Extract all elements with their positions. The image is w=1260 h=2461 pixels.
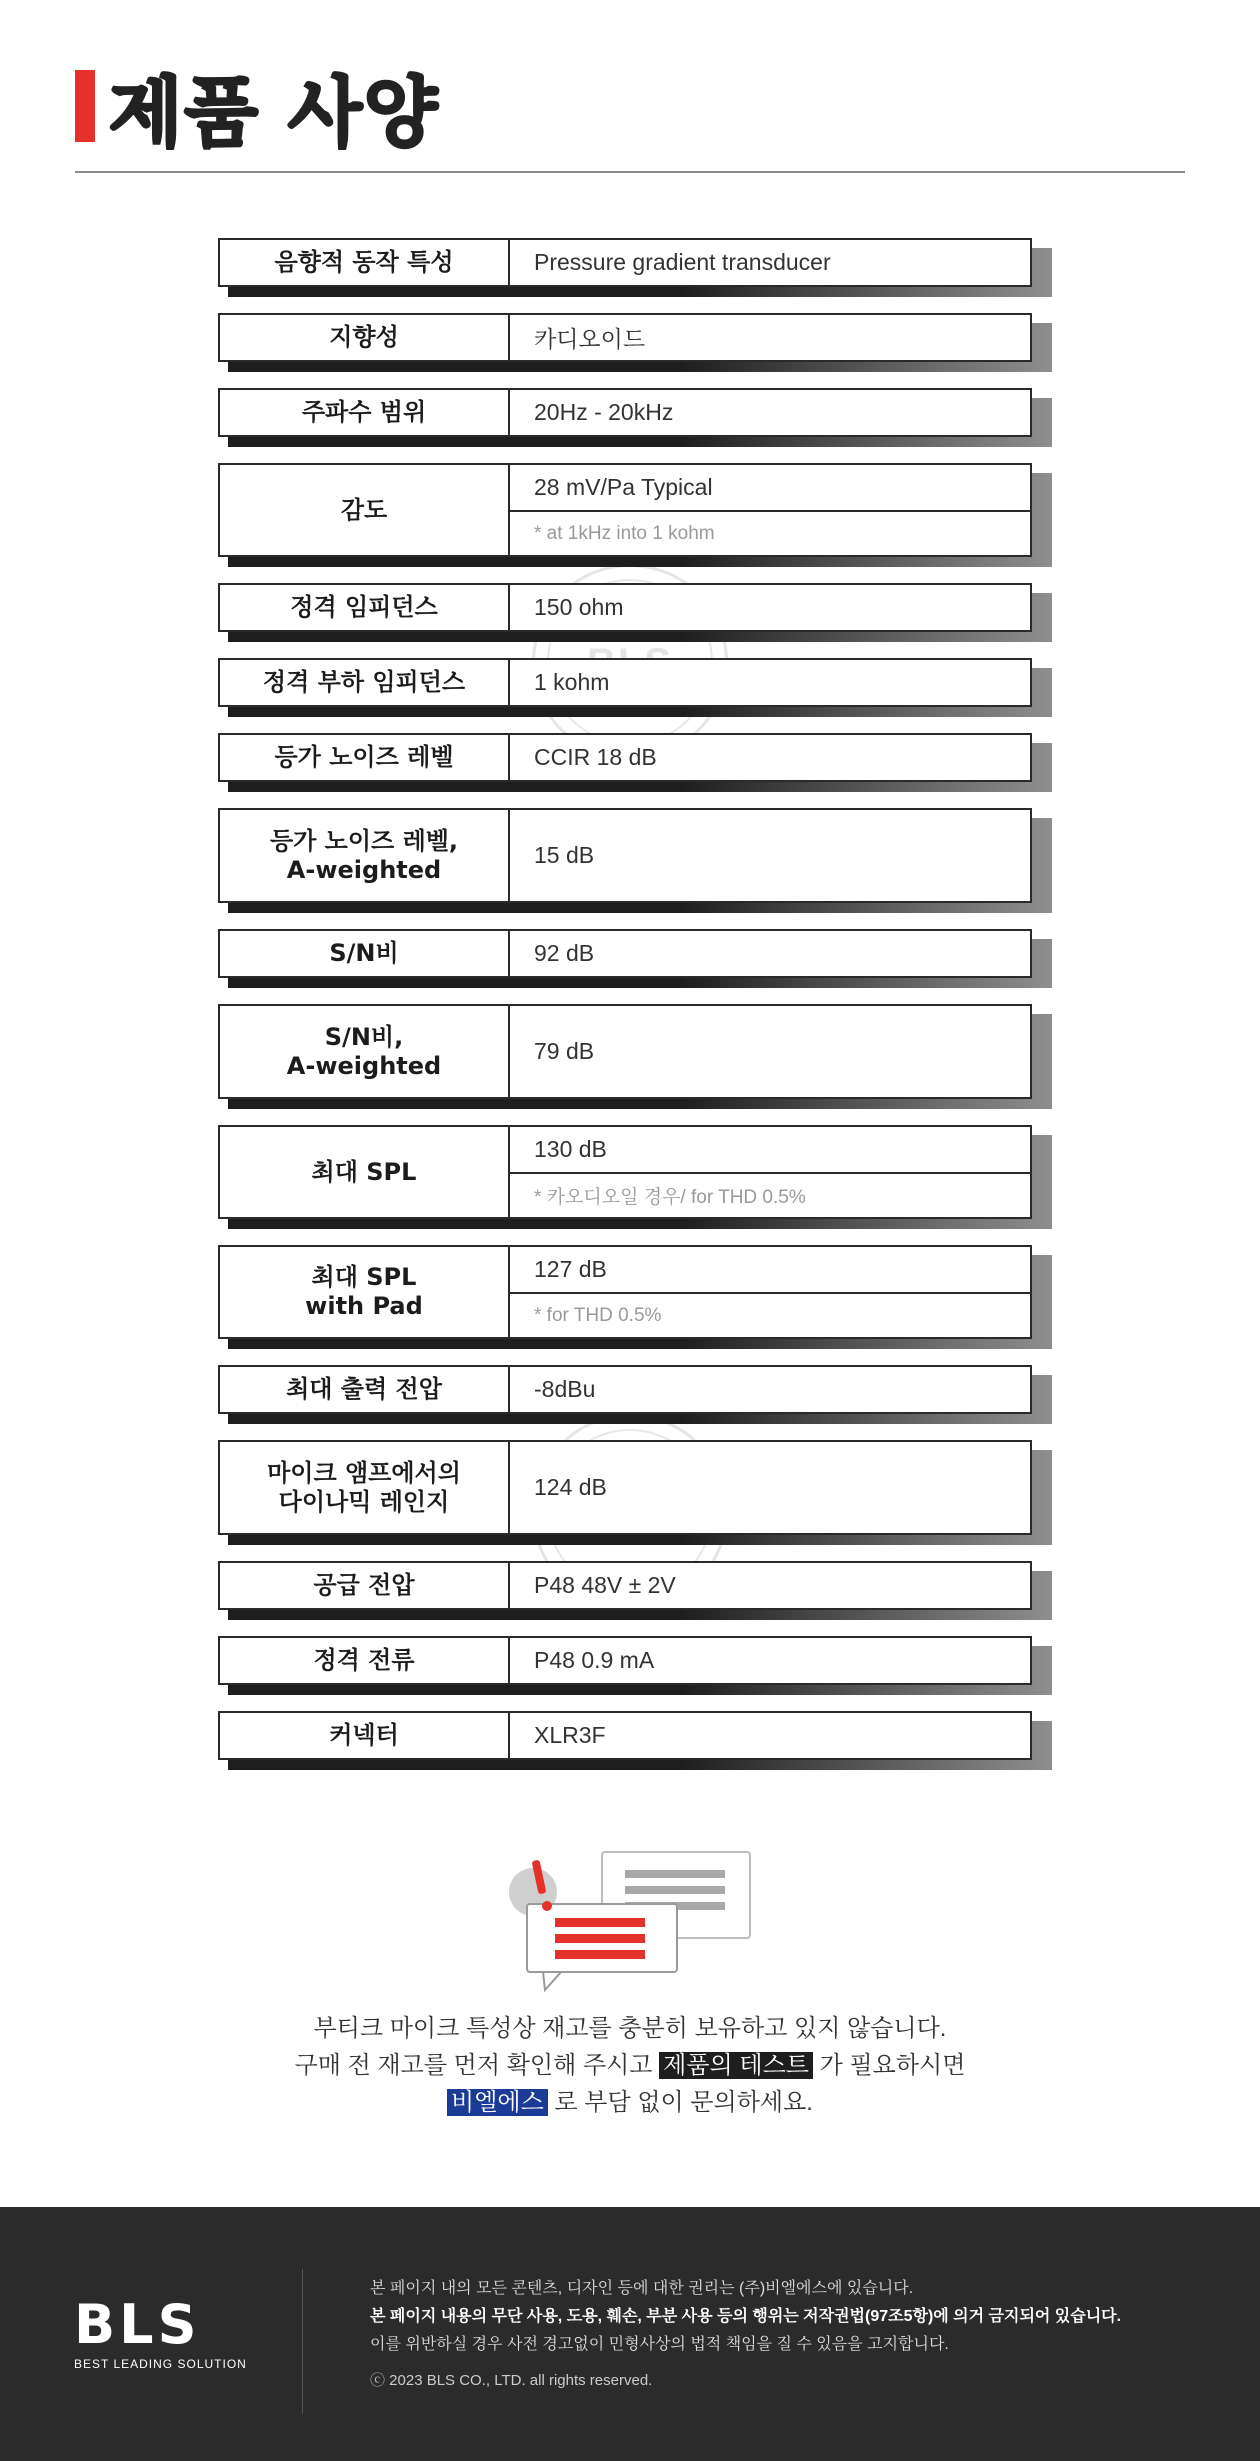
spec-value: 카디오이드 xyxy=(534,326,646,352)
spec-row xyxy=(218,1711,1042,1760)
spec-row-box xyxy=(218,313,1032,362)
spec-row-box xyxy=(218,388,1032,437)
notice-line: 구매 전 재고를 먼저 확인해 주시고 제품의 테스트 가 필요하시면 xyxy=(294,2052,966,2079)
spec-row-box xyxy=(218,1365,1032,1414)
spec-row xyxy=(218,1245,1042,1339)
footer-divider xyxy=(302,2269,303,2414)
spec-value: -8dBu xyxy=(534,1376,596,1402)
spec-value: P48 48V ± 2V xyxy=(534,1572,676,1598)
spec-value: 1 kohm xyxy=(534,669,610,695)
company-logo: BLS BEST LEADING SOLUTION xyxy=(74,2293,247,2371)
spec-values xyxy=(510,931,1030,976)
spec-row xyxy=(218,388,1042,437)
spec-values xyxy=(510,735,1030,780)
spec-row-box xyxy=(218,463,1032,557)
spec-label: 공급 전압 xyxy=(220,1563,510,1608)
spec-values xyxy=(510,1713,1030,1758)
page-title-block xyxy=(75,66,440,157)
spec-row xyxy=(218,238,1042,287)
spec-row xyxy=(218,1636,1042,1685)
spec-value: 79 dB xyxy=(534,1038,595,1064)
notice-line: 비엘에스 로 부담 없이 문의하세요. xyxy=(0,2084,1260,2121)
spec-values xyxy=(510,1442,1030,1533)
notice-line: 부티크 마이크 특성상 재고를 충분히 보유하고 있지 않습니다. xyxy=(313,2015,947,2042)
spec-values xyxy=(510,1638,1030,1683)
spec-label: 감도 xyxy=(220,465,510,555)
stock-notice xyxy=(0,2010,1260,2121)
spec-values xyxy=(510,240,1030,285)
spec-row xyxy=(218,808,1042,903)
spec-value: CCIR 18 dB xyxy=(534,744,657,770)
spec-value: P48 0.9 mA xyxy=(534,1647,655,1673)
spec-row xyxy=(218,463,1042,557)
spec-value: 150 ohm xyxy=(534,594,624,620)
spec-row-box xyxy=(218,1125,1032,1219)
spec-values xyxy=(510,585,1030,630)
spec-values xyxy=(510,1367,1030,1412)
title-accent-bar xyxy=(75,70,95,142)
spec-label: 최대 SPL xyxy=(220,1127,510,1217)
spec-label: 커넥터 xyxy=(220,1713,510,1758)
spec-row xyxy=(218,1440,1042,1535)
spec-note: * at 1kHz into 1 kohm xyxy=(510,510,1030,555)
spec-value: 124 dB xyxy=(534,1474,607,1500)
page-title: 제품 사양 xyxy=(109,67,440,157)
spec-row xyxy=(218,1561,1042,1610)
spec-values xyxy=(510,315,1030,360)
spec-value: 15 dB xyxy=(534,842,595,868)
spec-values xyxy=(510,390,1030,435)
spec-row xyxy=(218,733,1042,782)
spec-row-box xyxy=(218,238,1032,287)
spec-row xyxy=(218,313,1042,362)
spec-value: 130 dB xyxy=(534,1136,607,1162)
spec-label: 정격 전류 xyxy=(220,1638,510,1683)
spec-values xyxy=(510,660,1030,705)
footer xyxy=(0,2207,1260,2461)
copyright: ⓒ 2023 BLS CO., LTD. all rights reserved. xyxy=(370,2372,653,2389)
spec-note: * 카오디오일 경우/ for THD 0.5% xyxy=(510,1172,1030,1217)
spec-label: 정격 임피던스 xyxy=(220,585,510,630)
spec-table xyxy=(218,238,1042,1786)
spec-row-box xyxy=(218,929,1032,978)
spec-row-box xyxy=(218,1440,1032,1535)
spec-values xyxy=(510,465,1030,555)
spec-values xyxy=(510,1127,1030,1217)
spec-value: Pressure gradient transducer xyxy=(534,249,831,275)
spec-label: 주파수 범위 xyxy=(220,390,510,435)
highlight-company: 비엘에스 xyxy=(447,2089,548,2116)
spec-row xyxy=(218,1004,1042,1099)
spec-values xyxy=(510,810,1030,901)
spec-row-box xyxy=(218,583,1032,632)
spec-label: S/N비 xyxy=(220,931,510,976)
spec-values xyxy=(510,1006,1030,1097)
title-divider xyxy=(75,171,1185,173)
spec-label: 마이크 앰프에서의 다이나믹 레인지 xyxy=(220,1442,510,1533)
spec-row-box xyxy=(218,1245,1032,1339)
spec-label: 등가 노이즈 레벨, A-weighted xyxy=(220,810,510,901)
spec-note: * for THD 0.5% xyxy=(510,1292,1030,1337)
spec-row xyxy=(218,1125,1042,1219)
spec-label: S/N비, A-weighted xyxy=(220,1006,510,1097)
spec-row xyxy=(218,1365,1042,1414)
spec-values xyxy=(510,1563,1030,1608)
spec-row-box xyxy=(218,658,1032,707)
spec-value: 28 mV/Pa Typical xyxy=(534,474,713,500)
spec-row-box xyxy=(218,1561,1032,1610)
spec-value: 20Hz - 20kHz xyxy=(534,399,674,425)
spec-row-box xyxy=(218,1711,1032,1760)
spec-label: 최대 출력 전압 xyxy=(220,1367,510,1412)
legal-notice: 본 페이지 내의 모든 콘텐츠, 디자인 등에 대한 권리는 (주)비엘에스에 있습니다. 본 페이지 내용의 무단 사용, 도용, 훼손, 부분 사용 등의 행위는 저작권법(97조5항)에 의거 금지되어 있습니다. 이를 위반하실 경우 사전 경고없이 민형사상의 법적 책임을 질 수 있음을 고지합니다. ⓒ 2023 BLS CO., LTD. all rights reserved. xyxy=(370,2275,1121,2395)
spec-label: 등가 노이즈 레벨 xyxy=(220,735,510,780)
spec-row xyxy=(218,929,1042,978)
spec-label: 최대 SPL with Pad xyxy=(220,1247,510,1337)
spec-row-box xyxy=(218,1004,1032,1099)
spec-value: 92 dB xyxy=(534,940,595,966)
spec-row xyxy=(218,583,1042,632)
spec-value: 127 dB xyxy=(534,1256,607,1282)
spec-label: 음향적 동작 특성 xyxy=(220,240,510,285)
highlight-product-test: 제품의 테스트 xyxy=(659,2052,813,2079)
spec-value: XLR3F xyxy=(534,1722,606,1748)
spec-values xyxy=(510,1247,1030,1337)
spec-row-box xyxy=(218,808,1032,903)
spec-label: 정격 부하 임피던스 xyxy=(220,660,510,705)
spec-row-box xyxy=(218,733,1032,782)
spec-row-box xyxy=(218,1636,1032,1685)
spec-label: 지향성 xyxy=(220,315,510,360)
spec-row xyxy=(218,658,1042,707)
chat-bubbles-icon xyxy=(505,1850,755,2000)
